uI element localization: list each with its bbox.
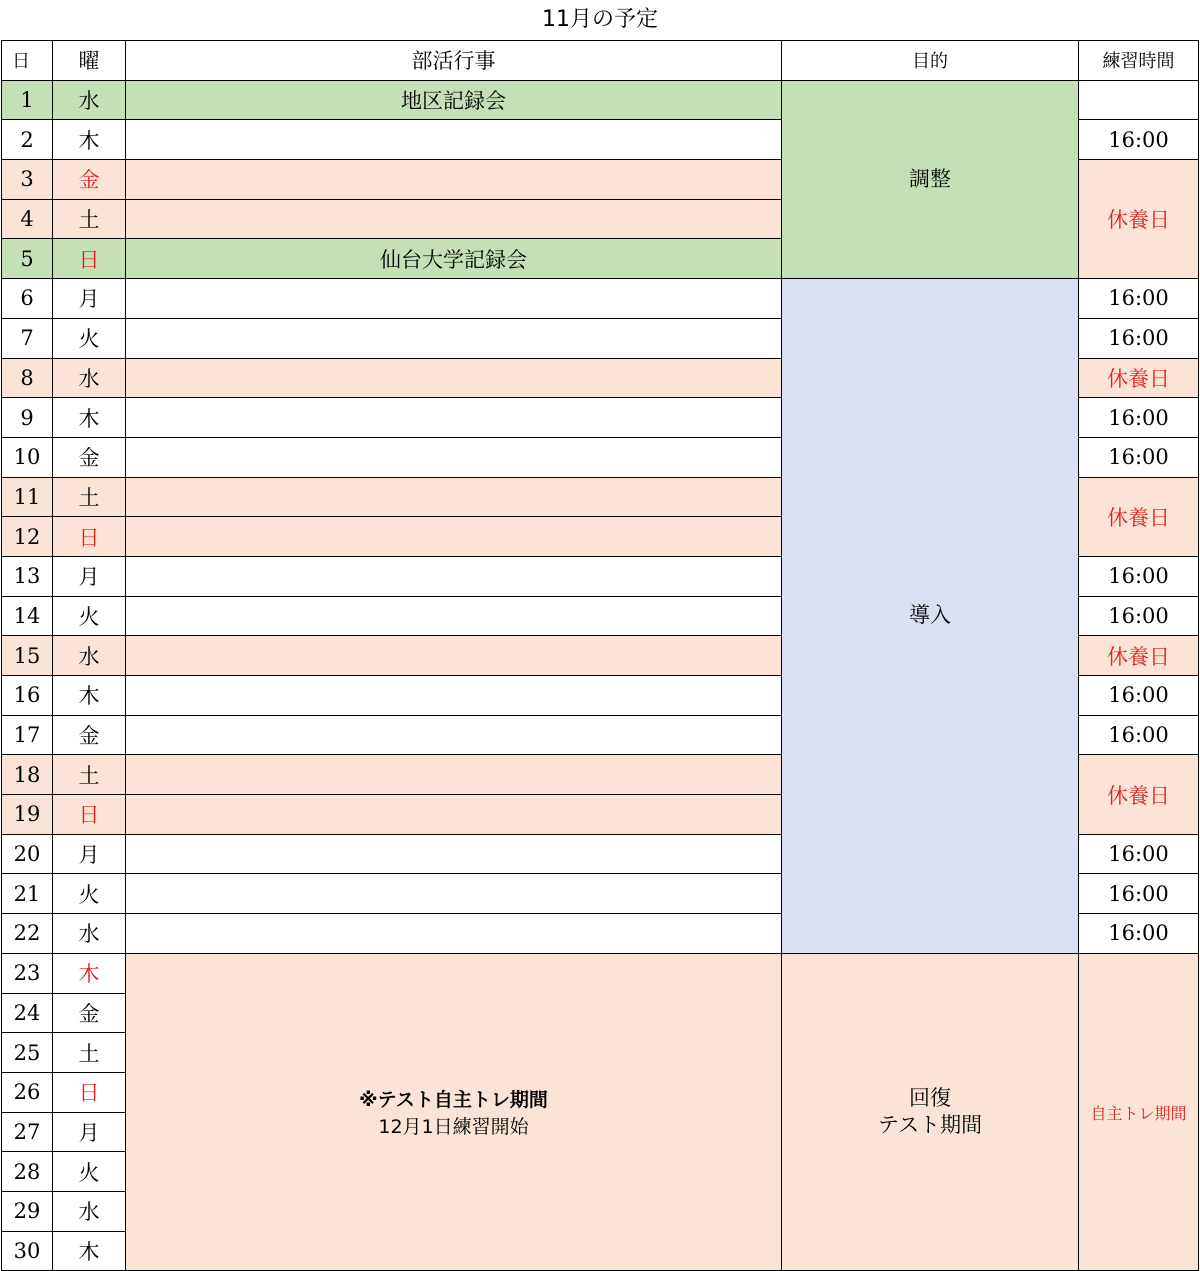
event-cell-day13 bbox=[126, 556, 782, 596]
weekday: 水 bbox=[53, 80, 126, 120]
day-number: 19 bbox=[2, 795, 53, 835]
day-number: 22 bbox=[2, 914, 53, 954]
weekday: 日 bbox=[53, 517, 126, 557]
event-cell-day6 bbox=[126, 279, 782, 319]
schedule-table bbox=[1, 40, 1199, 1271]
time-rest-3-5: 休養日 bbox=[1079, 160, 1199, 279]
weekday: 土 bbox=[53, 199, 126, 239]
day-number: 6 bbox=[2, 279, 53, 319]
event-cell-day20 bbox=[126, 834, 782, 874]
weekday: 木 bbox=[53, 398, 126, 438]
day-number: 5 bbox=[2, 239, 53, 279]
weekday: 水 bbox=[53, 636, 126, 676]
time-rest-15: 休養日 bbox=[1079, 636, 1199, 676]
table-row bbox=[2, 279, 1199, 319]
weekday: 火 bbox=[53, 318, 126, 358]
time-cell-day14: 16:00 bbox=[1079, 596, 1199, 636]
event-cell-day22 bbox=[126, 914, 782, 954]
weekday: 日 bbox=[53, 795, 126, 835]
time-cell-day13: 16:00 bbox=[1079, 556, 1199, 596]
purpose-intro: 導入 bbox=[782, 279, 1079, 954]
weekday: 火 bbox=[53, 1152, 126, 1192]
purpose-recovery-line1: 回復 bbox=[909, 1085, 951, 1110]
weekday: 月 bbox=[53, 279, 126, 319]
day-number: 23 bbox=[2, 953, 53, 993]
time-rest-8: 休養日 bbox=[1079, 358, 1199, 398]
event-cell-day5: 仙台大学記録会 bbox=[126, 239, 782, 279]
event-cell-day12 bbox=[126, 517, 782, 557]
day-number: 11 bbox=[2, 477, 53, 517]
weekday: 木 bbox=[53, 1231, 126, 1271]
day-number: 27 bbox=[2, 1112, 53, 1152]
schedule-title: 11月の予定 bbox=[542, 7, 658, 32]
event-cell-day4 bbox=[126, 199, 782, 239]
table-row bbox=[2, 953, 1199, 993]
weekday: 日 bbox=[53, 239, 126, 279]
day-number: 13 bbox=[2, 556, 53, 596]
time-cell-day21: 16:00 bbox=[1079, 874, 1199, 914]
weekday: 火 bbox=[53, 874, 126, 914]
day-number: 14 bbox=[2, 596, 53, 636]
time-cell-day9: 16:00 bbox=[1079, 398, 1199, 438]
day-number: 12 bbox=[2, 517, 53, 557]
purpose-adjust: 調整 bbox=[782, 80, 1079, 278]
time-cell-day17: 16:00 bbox=[1079, 715, 1199, 755]
time-cell-day10: 16:00 bbox=[1079, 437, 1199, 477]
weekday: 水 bbox=[53, 358, 126, 398]
day-number: 8 bbox=[2, 358, 53, 398]
event-cell-day15 bbox=[126, 636, 782, 676]
day-number: 4 bbox=[2, 199, 53, 239]
event-cell-day11 bbox=[126, 477, 782, 517]
day-number: 7 bbox=[2, 318, 53, 358]
header-time: 練習時間 bbox=[1079, 41, 1199, 81]
purpose-recovery bbox=[782, 953, 1079, 1271]
day-number: 2 bbox=[2, 120, 53, 160]
test-period-title: ※テスト自主トレ期間 bbox=[359, 1089, 548, 1112]
weekday: 木 bbox=[53, 953, 126, 993]
day-number: 16 bbox=[2, 676, 53, 716]
table-row bbox=[2, 80, 1199, 120]
day-number: 17 bbox=[2, 715, 53, 755]
day-number: 24 bbox=[2, 993, 53, 1033]
day-number: 28 bbox=[2, 1152, 53, 1192]
test-period-event bbox=[126, 953, 782, 1271]
time-rest-11-12: 休養日 bbox=[1079, 477, 1199, 556]
time-cell-day22: 16:00 bbox=[1079, 914, 1199, 954]
weekday: 土 bbox=[53, 755, 126, 795]
header-day: 日 bbox=[2, 41, 53, 81]
time-cell-day16: 16:00 bbox=[1079, 676, 1199, 716]
event-cell-day21 bbox=[126, 874, 782, 914]
event-cell-day7 bbox=[126, 318, 782, 358]
event-cell-day10 bbox=[126, 437, 782, 477]
day-number: 25 bbox=[2, 1033, 53, 1073]
day-number: 1 bbox=[2, 80, 53, 120]
weekday: 木 bbox=[53, 120, 126, 160]
event-cell-day19 bbox=[126, 795, 782, 835]
day-number: 3 bbox=[2, 160, 53, 200]
event-cell-day3 bbox=[126, 160, 782, 200]
time-cell-day1 bbox=[1079, 80, 1199, 120]
weekday: 水 bbox=[53, 914, 126, 954]
day-number: 10 bbox=[2, 437, 53, 477]
event-cell-day1: 地区記録会 bbox=[126, 80, 782, 120]
weekday: 月 bbox=[53, 834, 126, 874]
day-number: 29 bbox=[2, 1191, 53, 1231]
time-cell-day20: 16:00 bbox=[1079, 834, 1199, 874]
weekday: 土 bbox=[53, 1033, 126, 1073]
event-cell-day18 bbox=[126, 755, 782, 795]
event-cell-day17 bbox=[126, 715, 782, 755]
weekday: 日 bbox=[53, 1072, 126, 1112]
day-number: 26 bbox=[2, 1072, 53, 1112]
event-cell-day14 bbox=[126, 596, 782, 636]
time-rest-18-19: 休養日 bbox=[1079, 755, 1199, 834]
weekday: 金 bbox=[53, 715, 126, 755]
weekday: 金 bbox=[53, 437, 126, 477]
event-cell-day9 bbox=[126, 398, 782, 438]
weekday: 火 bbox=[53, 596, 126, 636]
day-number: 30 bbox=[2, 1231, 53, 1271]
day-number: 21 bbox=[2, 874, 53, 914]
weekday: 金 bbox=[53, 160, 126, 200]
header-row bbox=[2, 41, 1199, 81]
event-cell-day2 bbox=[126, 120, 782, 160]
time-self-training bbox=[1079, 953, 1199, 1271]
weekday: 水 bbox=[53, 1191, 126, 1231]
header-purpose: 目的 bbox=[782, 41, 1079, 81]
time-cell-day2: 16:00 bbox=[1079, 120, 1199, 160]
header-event: 部活行事 bbox=[126, 41, 782, 81]
weekday: 金 bbox=[53, 993, 126, 1033]
weekday: 月 bbox=[53, 1112, 126, 1152]
self-training-label: 自主トレ期間 bbox=[1090, 1104, 1187, 1124]
purpose-recovery-line2: テスト期間 bbox=[877, 1113, 983, 1138]
time-cell-day7: 16:00 bbox=[1079, 318, 1199, 358]
day-number: 15 bbox=[2, 636, 53, 676]
day-number: 18 bbox=[2, 755, 53, 795]
event-cell-day16 bbox=[126, 676, 782, 716]
time-cell-day6: 16:00 bbox=[1079, 279, 1199, 319]
weekday: 木 bbox=[53, 676, 126, 716]
day-number: 9 bbox=[2, 398, 53, 438]
weekday: 土 bbox=[53, 477, 126, 517]
day-number: 20 bbox=[2, 834, 53, 874]
header-weekday: 曜 bbox=[53, 41, 126, 81]
event-cell-day8 bbox=[126, 358, 782, 398]
weekday: 月 bbox=[53, 556, 126, 596]
practice-start-note: 12月1日練習開始 bbox=[378, 1116, 529, 1139]
